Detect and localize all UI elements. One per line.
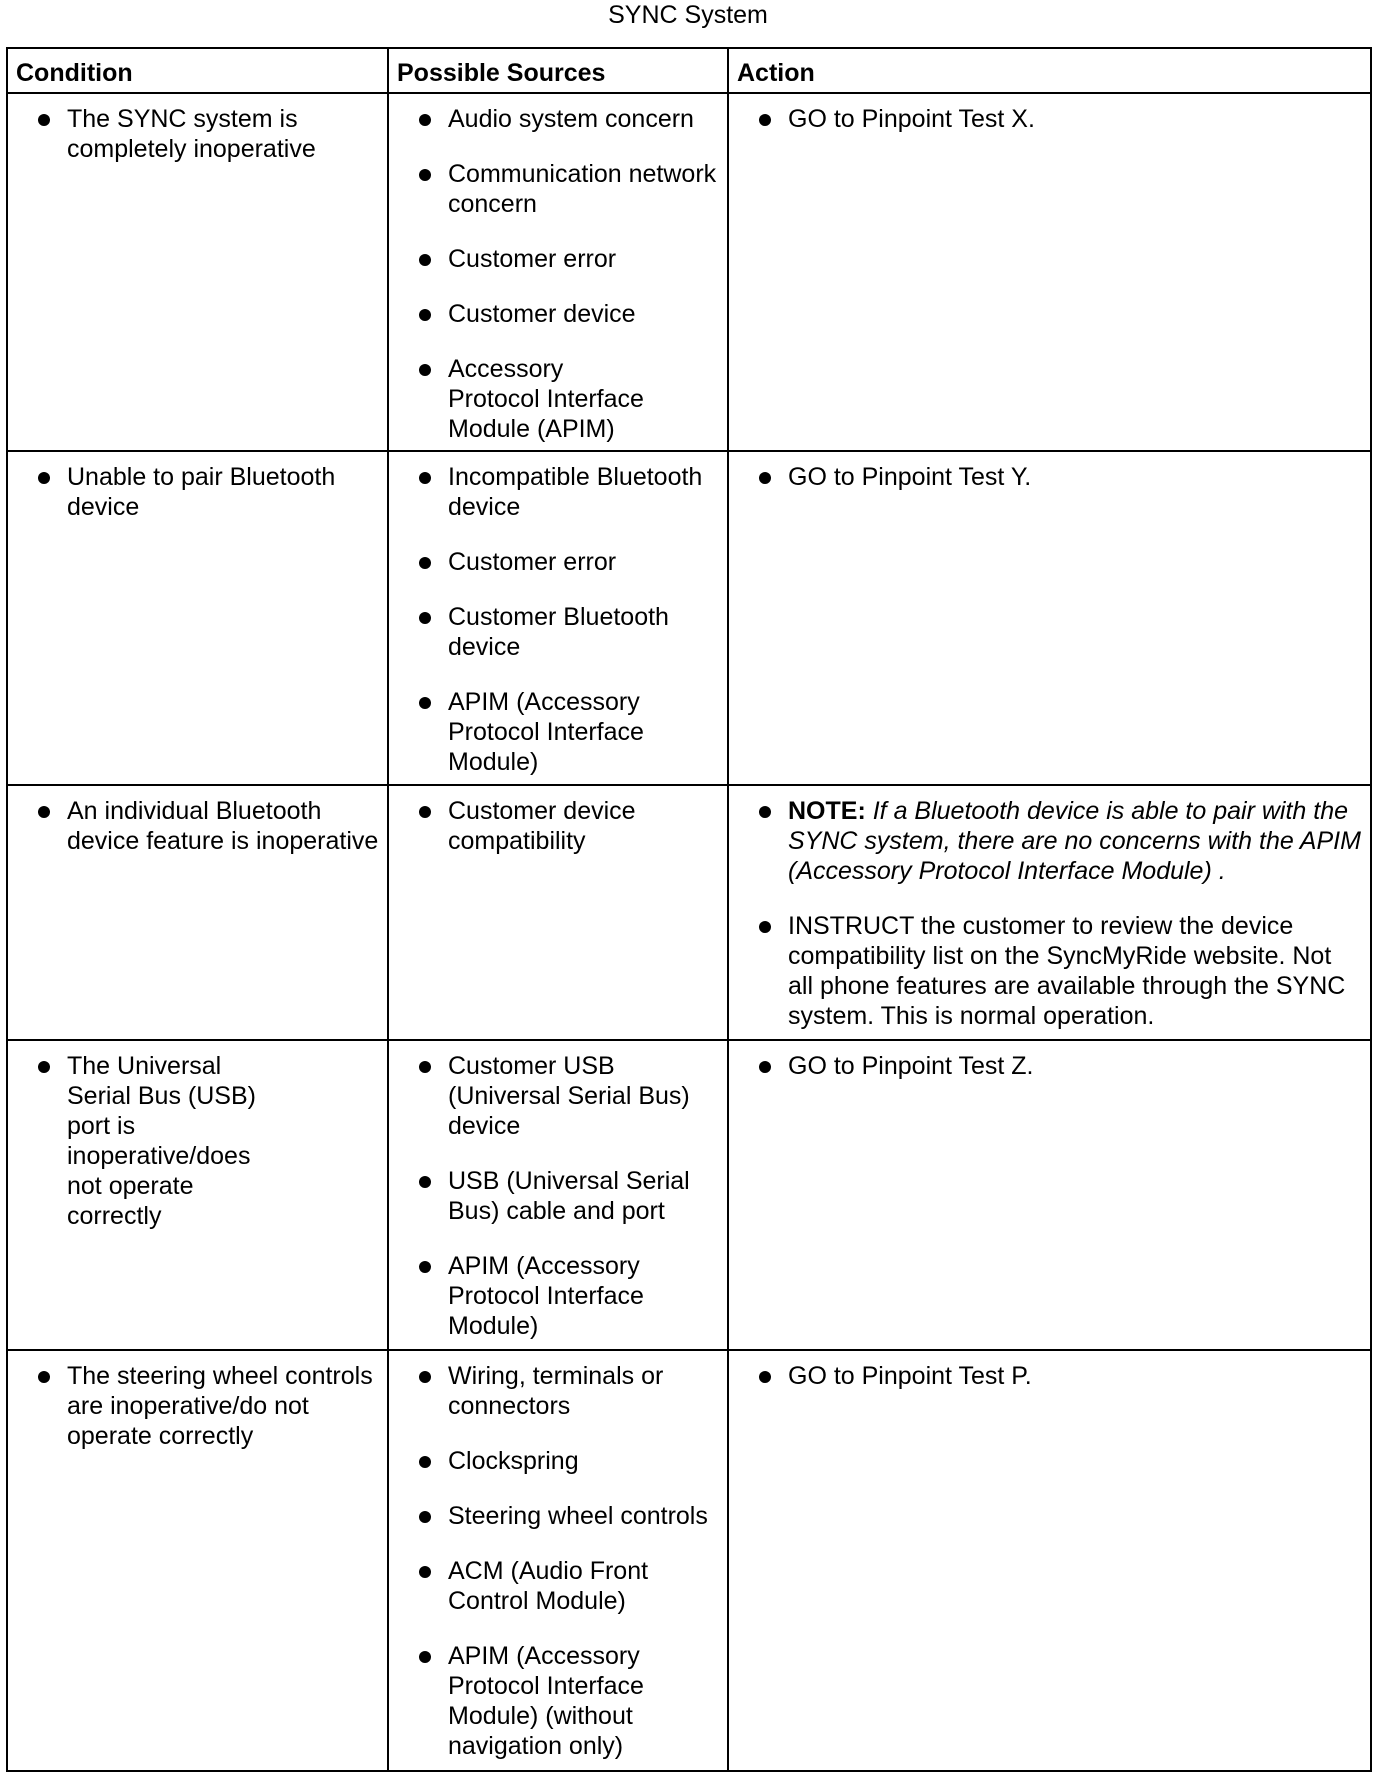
bullet-icon — [419, 364, 431, 376]
list-item — [16, 1051, 289, 1231]
list-item — [397, 1051, 719, 1141]
list-item — [397, 602, 719, 662]
list-item — [397, 547, 719, 577]
sources-cell — [388, 451, 728, 785]
note-item — [737, 796, 1362, 886]
bullet-icon — [38, 1061, 50, 1073]
table-row — [7, 93, 1371, 451]
source-text: Communication network concern — [448, 160, 717, 218]
bullet-icon — [419, 612, 431, 624]
bullet-icon — [759, 1061, 771, 1073]
bullet-icon — [759, 472, 771, 484]
bullet-icon — [38, 472, 50, 484]
list-item — [397, 244, 719, 274]
bullet-icon — [759, 114, 771, 126]
source-text: Customer USB (Universal Serial Bus) device — [448, 1052, 690, 1140]
action-cell — [728, 93, 1371, 451]
condition-text: The Universal Serial Bus (USB) port is inoperative/does not operate correctly — [67, 1052, 256, 1230]
bullet-icon — [38, 1371, 50, 1383]
header-possible-sources: Possible Sources — [388, 48, 728, 93]
note-text: If a Bluetooth device is able to pair with the SYNC system, there are no concerns with the APIM (Accessory Protocol Interface Module) . — [788, 797, 1361, 885]
table-row — [7, 451, 1371, 785]
sources-cell — [388, 1040, 728, 1350]
list-item — [397, 1251, 719, 1341]
source-text: Incompatible Bluetooth device — [448, 463, 703, 521]
bullet-icon — [419, 1261, 431, 1273]
table-row — [7, 1350, 1371, 1771]
source-text: Audio system concern — [448, 105, 694, 133]
bullet-icon — [38, 806, 50, 818]
source-text: APIM (Accessory Protocol Interface Module) — [448, 688, 644, 776]
list-item — [397, 1556, 719, 1616]
bullet-icon — [38, 114, 50, 126]
list-item — [397, 1361, 719, 1421]
list-item — [397, 299, 719, 329]
bullet-icon — [419, 1176, 431, 1188]
sources-cell — [388, 1350, 728, 1771]
source-text: Wiring, terminals or connectors — [448, 1362, 664, 1420]
source-text: Customer error — [448, 548, 617, 576]
list-item — [397, 1446, 719, 1476]
list-item — [397, 1501, 719, 1531]
condition-cell — [7, 93, 388, 451]
list-item — [397, 1641, 719, 1761]
bullet-icon — [419, 806, 431, 818]
bullet-icon — [419, 1651, 431, 1663]
source-text: Customer device compatibility — [448, 797, 636, 855]
list-item — [737, 462, 1362, 492]
source-text: Customer error — [448, 245, 617, 273]
header-action: Action — [728, 48, 1371, 93]
source-text: Accessory Protocol Interface Module (APIM) — [448, 355, 644, 443]
list-item — [397, 159, 719, 219]
source-text: USB (Universal Serial Bus) cable and port — [448, 1167, 690, 1225]
sources-cell — [388, 785, 728, 1040]
source-text: Customer Bluetooth device — [448, 603, 669, 661]
bullet-icon — [419, 114, 431, 126]
bullet-icon — [419, 1456, 431, 1468]
list-item — [16, 1361, 379, 1451]
source-text: Customer device — [448, 300, 636, 328]
condition-text: Unable to pair Bluetooth device — [67, 463, 336, 521]
list-item — [737, 1361, 1362, 1391]
diagnostic-table — [6, 47, 1372, 1772]
list-item — [397, 354, 719, 444]
condition-cell — [7, 785, 388, 1040]
list-item — [397, 1166, 719, 1226]
bullet-icon — [419, 1061, 431, 1073]
bullet-icon — [419, 1566, 431, 1578]
action-cell — [728, 451, 1371, 785]
sources-cell — [388, 93, 728, 451]
action-cell — [728, 785, 1371, 1040]
list-item — [397, 796, 679, 856]
condition-cell — [7, 451, 388, 785]
list-item — [737, 911, 1362, 1031]
list-item — [16, 462, 349, 522]
list-item — [397, 687, 719, 777]
action-text: GO to Pinpoint Test X. — [788, 105, 1035, 133]
bullet-icon — [759, 1371, 771, 1383]
bullet-icon — [419, 309, 431, 321]
list-item — [397, 104, 719, 134]
bullet-icon — [419, 1371, 431, 1383]
table-header-row — [7, 48, 1371, 93]
list-item — [397, 462, 719, 522]
action-text: GO to Pinpoint Test P. — [788, 1362, 1032, 1390]
bullet-icon — [759, 806, 771, 818]
source-text: APIM (Accessory Protocol Interface Module) (without navigation only) — [448, 1642, 644, 1760]
source-text: ACM (Audio Front Control Module) — [448, 1557, 649, 1615]
condition-cell — [7, 1350, 388, 1771]
condition-text: The SYNC system is completely inoperative — [67, 105, 316, 163]
source-text: Clockspring — [448, 1447, 579, 1475]
list-item — [737, 104, 1362, 134]
bullet-icon — [419, 169, 431, 181]
header-condition: Condition — [7, 48, 388, 93]
list-item — [737, 1051, 1362, 1081]
note-label: NOTE: — [788, 797, 866, 825]
bullet-icon — [419, 472, 431, 484]
page-title: SYNC System — [608, 1, 768, 29]
table-row — [7, 1040, 1371, 1350]
bullet-icon — [759, 921, 771, 933]
condition-cell — [7, 1040, 388, 1350]
list-item — [16, 104, 379, 164]
bullet-icon — [419, 697, 431, 709]
action-cell — [728, 1350, 1371, 1771]
table-row — [7, 785, 1371, 1040]
action-text: GO to Pinpoint Test Z. — [788, 1052, 1034, 1080]
bullet-icon — [419, 557, 431, 569]
action-cell — [728, 1040, 1371, 1350]
source-text: APIM (Accessory Protocol Interface Module) — [448, 1252, 644, 1340]
bullet-icon — [419, 254, 431, 266]
bullet-icon — [419, 1511, 431, 1523]
source-text: Steering wheel controls — [448, 1502, 708, 1530]
condition-text: An individual Bluetooth device feature is inoperative — [67, 797, 379, 855]
condition-text: The steering wheel controls are inoperative/do not operate correctly — [67, 1362, 373, 1450]
action-text: GO to Pinpoint Test Y. — [788, 463, 1032, 491]
action-text: INSTRUCT the customer to review the device compatibility list on the SyncMyRide website. Not all phone features are available through the SYNC system. This is normal operation. — [788, 912, 1346, 1030]
list-item — [16, 796, 379, 856]
